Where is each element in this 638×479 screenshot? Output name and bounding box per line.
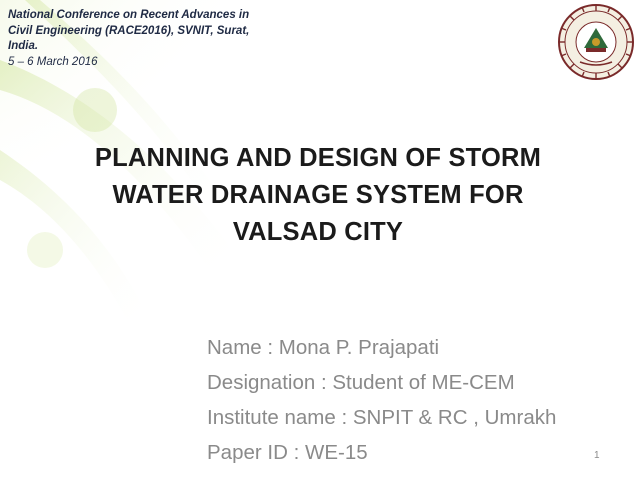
- page-number: 1: [594, 450, 600, 461]
- author-designation: Designation : Student of ME-CEM: [207, 371, 515, 394]
- author-details: [207, 330, 627, 470]
- title-line-1: PLANNING AND DESIGN OF STORM: [94, 144, 542, 172]
- title-line-3: VALSAD CITY: [232, 218, 404, 246]
- author-name: Name : Mona P. Prajapati: [207, 336, 440, 359]
- conference-info: [8, 8, 308, 70]
- conference-line-1: National Conference on Recent Advances in: [8, 9, 250, 21]
- paper-id: Paper ID : WE-15: [207, 441, 368, 464]
- conference-dates: 5 – 6 March 2016: [8, 55, 98, 68]
- university-seal-icon: [556, 2, 636, 82]
- title-line-2: WATER DRAINAGE SYSTEM FOR: [112, 181, 524, 209]
- conference-line-2: Civil Engineering (RACE2016), SVNIT, Surat,: [8, 24, 250, 37]
- author-institute: Institute name : SNPIT & RC , Umrakh: [207, 406, 557, 429]
- slide-title: [40, 140, 596, 251]
- conference-line-3: India.: [8, 40, 39, 52]
